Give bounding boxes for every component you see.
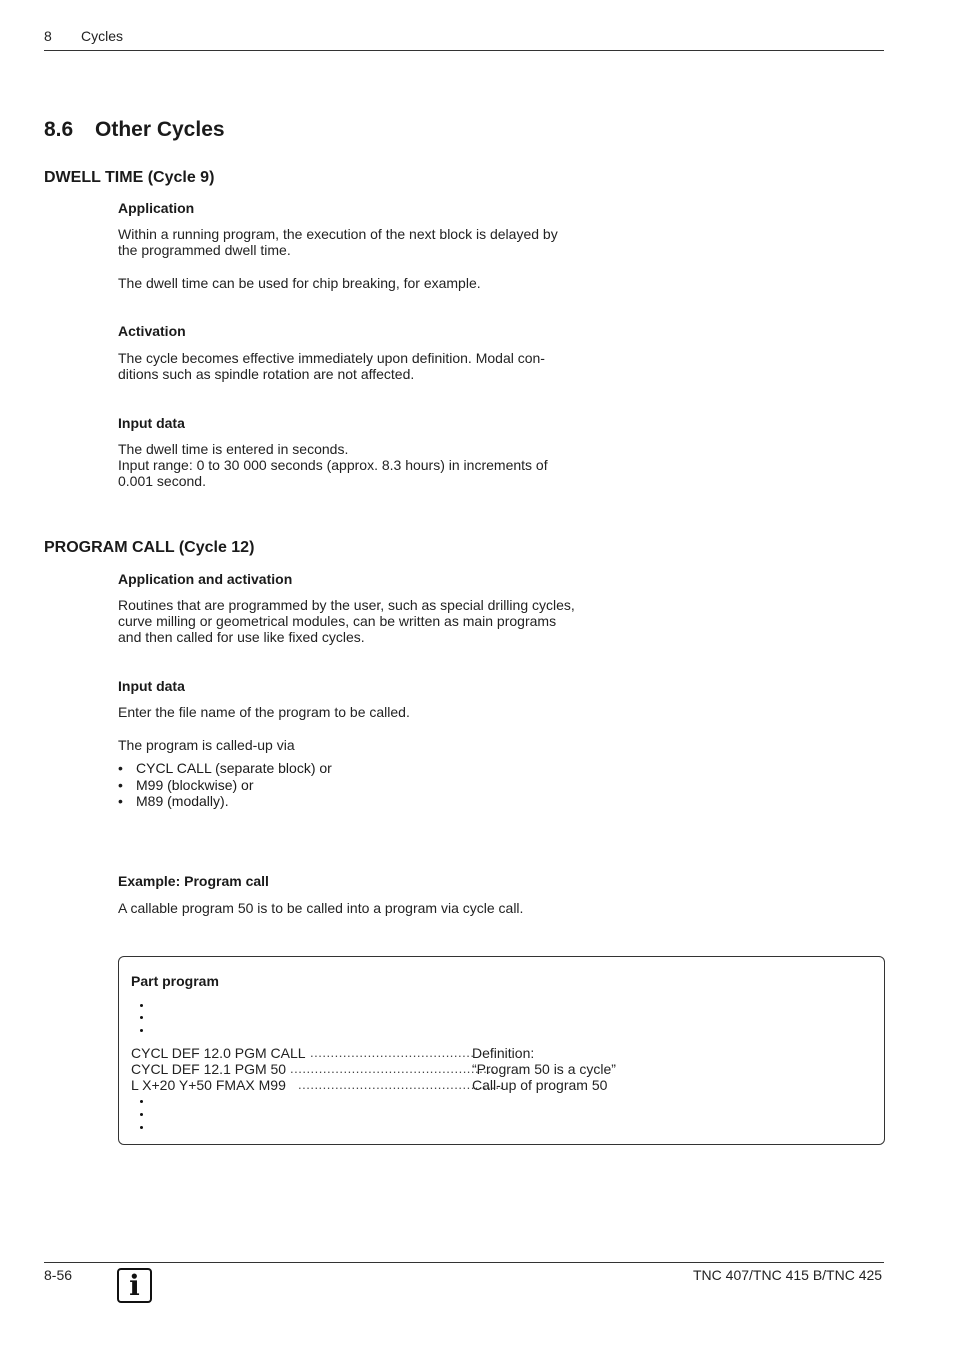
- text-line: 0.001 second.: [118, 473, 206, 489]
- code-row-2: CYCL DEF 12.1 PGM 50: [131, 1061, 287, 1077]
- dot-leader: ........................................: [310, 1045, 475, 1060]
- pgmcall-input-heading: Input data: [118, 678, 185, 694]
- list-item-text: M99 (blockwise) or: [136, 776, 254, 793]
- list-item-text: M89 (modally).: [136, 793, 229, 809]
- chapter-number: 8: [44, 28, 52, 44]
- text-line: and then called for use like fixed cycles.: [118, 629, 365, 645]
- ellipsis-dot: [140, 1100, 143, 1103]
- bullet-icon: •: [118, 776, 123, 793]
- box-title: Part program: [131, 973, 219, 989]
- pgmcall-heading: PROGRAM CALL (Cycle 12): [44, 539, 255, 556]
- example-heading: Example: Program call: [118, 873, 269, 889]
- pgmcall-called-via: The program is called-up via: [118, 737, 295, 753]
- dwell-application-heading: Application: [118, 200, 195, 216]
- dot-leader: ..................................................: [290, 1061, 496, 1076]
- dwell-activation-text: [118, 350, 545, 382]
- code-comment-3: Call-up of program 50: [472, 1077, 608, 1093]
- dwell-application-extra: The dwell time can be used for chip breaking, for example.: [118, 275, 481, 291]
- pgmcall-app-text: [118, 597, 575, 645]
- section-number: 8.6: [44, 118, 74, 141]
- ellipsis-dot: [140, 1029, 143, 1032]
- bullet-icon: •: [118, 760, 123, 776]
- dwell-activation-heading: Activation: [118, 323, 186, 339]
- pgmcall-app-heading: Application and activation: [118, 571, 293, 587]
- list-item: [118, 777, 418, 794]
- pgmcall-input-text: Enter the file name of the program to be called.: [118, 704, 410, 720]
- footer-rule: [44, 1262, 884, 1263]
- info-icon: i: [117, 1268, 152, 1303]
- text-line: Within a running program, the execution of the next block is delayed by: [118, 226, 558, 242]
- code-comment-2: “Program 50 is a cycle”: [472, 1061, 616, 1077]
- dwell-application-text: [118, 226, 558, 258]
- list-item-text: CYCL CALL (separate block) or: [136, 760, 332, 776]
- text-line: curve milling or geometrical modules, can be written as main programs: [118, 613, 557, 629]
- dot-leader: ..................................................: [298, 1077, 504, 1092]
- dwell-heading: DWELL TIME (Cycle 9): [44, 169, 215, 186]
- text-line: ditions such as spindle rotation are not affected.: [118, 366, 415, 382]
- text-line: Routines that are programmed by the user, such as special drilling cycles,: [118, 597, 575, 613]
- header-rule: [44, 50, 884, 51]
- text-line: The dwell time is entered in seconds.: [118, 441, 349, 457]
- dwell-input-heading: Input data: [118, 415, 185, 431]
- bullet-list: [118, 760, 418, 812]
- text-line: Input range: 0 to 30 000 seconds (approx. 8.3 hours) in increments of: [118, 457, 548, 473]
- section-title: Other Cycles: [95, 118, 225, 141]
- code-row-3: L X+20 Y+50 FMAX M99: [131, 1077, 286, 1093]
- ellipsis-dot: [140, 1113, 143, 1116]
- text-line: the programmed dwell time.: [118, 242, 291, 258]
- example-text: A callable program 50 is to be called into a program via cycle call.: [118, 900, 524, 916]
- list-item: [118, 793, 418, 810]
- code-comment-1: Definition:: [472, 1045, 535, 1061]
- ellipsis-dot: [140, 1004, 143, 1007]
- chapter-name: Cycles: [81, 28, 124, 44]
- ellipsis-dot: [140, 1126, 143, 1129]
- page-number: 8-56: [44, 1267, 73, 1283]
- code-row-1: CYCL DEF 12.0 PGM CALL: [131, 1045, 306, 1061]
- ellipsis-dot: [140, 1016, 143, 1019]
- text-line: The cycle becomes effective immediately upon definition. Modal con-: [118, 350, 545, 366]
- bullet-icon: •: [118, 793, 123, 809]
- dwell-input-text: [118, 441, 548, 489]
- list-item: [118, 760, 418, 777]
- footer-model: TNC 407/TNC 415 B/TNC 425: [693, 1267, 883, 1283]
